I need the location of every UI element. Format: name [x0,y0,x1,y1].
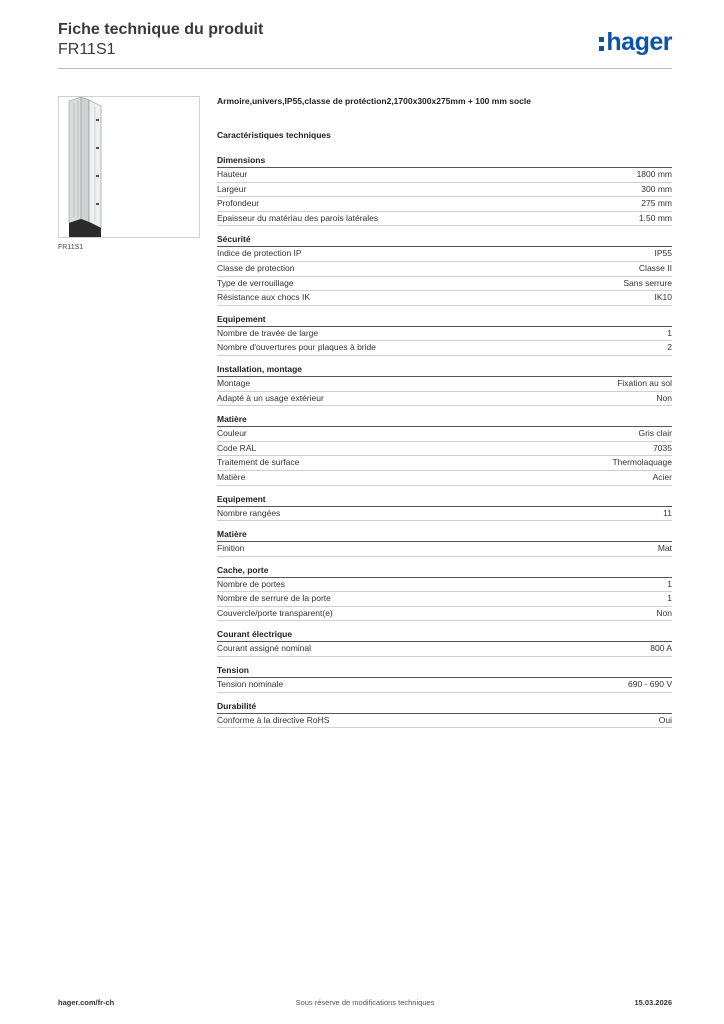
spec-section [217,529,672,557]
spec-label: Nombre de travée de large [217,327,319,338]
section-heading: Equipement [217,314,672,327]
spec-section [217,565,672,622]
spec-row [217,542,672,557]
spec-label: Nombre rangées [217,507,281,518]
spec-label: Nombre de serrure de la porte [217,593,331,604]
spec-value: 275 mm [641,198,672,209]
spec-label: Nombre d'ouvertures pour plaques à bride [217,342,376,353]
spec-value: Non [656,392,672,403]
spec-row [217,607,672,622]
spec-value: Thermolaquage [612,457,672,468]
spec-row [217,168,672,183]
section-heading: Sécurité [217,234,672,247]
footer-disclaimer: Sous réserve de modifications techniques [295,998,435,1007]
spec-label: Type de verrouillage [217,277,294,288]
section-heading: Equipement [217,494,672,507]
hager-logo [599,28,672,56]
header-divider [58,68,672,69]
spec-label: Matière [217,471,246,482]
spec-label: Finition [217,543,245,554]
page-title: Fiche technique du produit [58,21,264,38]
spec-row [217,212,672,227]
spec-value: Oui [658,714,672,725]
spec-row [217,678,672,693]
spec-value: 800 A [650,643,672,654]
spec-sections [217,155,672,728]
spec-section [217,155,672,226]
spec-section [217,665,672,693]
spec-row [217,247,672,262]
spec-value: 1.50 mm [638,212,672,223]
spec-row [217,183,672,198]
spec-section [217,701,672,729]
spec-label: Nombre de portes [217,578,286,589]
spec-value: IP55 [654,248,672,259]
tech-title: Caractéristiques techniques [217,130,331,140]
spec-value: 1 [667,593,672,604]
spec-row [217,327,672,342]
spec-section [217,629,672,657]
section-heading: Installation, montage [217,364,672,377]
spec-value: Classe II [638,262,672,273]
spec-label: Hauteur [217,169,248,179]
spec-label: Couleur [217,428,247,439]
product-description: Armoire,univers,IP55,classe de protéction2,1700x300x275mm + 100 mm socle [217,96,531,106]
spec-label: Conforme à la directive RoHS [217,714,330,725]
spec-value: Gris clair [638,428,672,439]
spec-row [217,442,672,457]
spec-label: Traitement de surface [217,457,300,468]
spec-section [217,234,672,305]
section-heading: Matière [217,529,672,542]
spec-row [217,507,672,522]
spec-value: IK10 [654,292,672,303]
spec-value: 1800 mm [636,169,672,179]
spec-row [217,456,672,471]
product-code: FR11S1 [58,41,116,58]
image-caption: FR11S1 [58,244,84,251]
spec-value: 7035 [653,442,672,453]
logo-text: hager [606,28,672,56]
spec-label: Code RAL [217,442,257,453]
spec-row [217,262,672,277]
spec-row [217,392,672,407]
spec-label: Courant assigné nominal [217,643,312,654]
spec-label: Profondeur [217,198,260,209]
spec-value: 2 [667,342,672,353]
spec-label: Largeur [217,183,247,194]
section-heading: Cache, porte [217,565,672,578]
spec-value: 690 - 690 V [628,679,672,690]
spec-value: 11 [663,507,672,518]
spec-section [217,314,672,356]
spec-row [217,291,672,306]
spec-value: 300 mm [641,183,672,194]
page-header [58,20,263,60]
spec-row [217,197,672,212]
spec-label: Indice de protection IP [217,248,302,259]
spec-row [217,471,672,486]
spec-section [217,414,672,485]
spec-section [217,494,672,522]
spec-row [217,427,672,442]
spec-value: 1 [667,578,672,589]
cabinet-illustration [59,97,199,237]
product-image [58,96,200,238]
section-heading: Dimensions [217,155,672,168]
spec-row [217,341,672,356]
spec-value: Fixation au sol [617,377,672,388]
footer-date: 15.03.2026 [634,998,672,1007]
spec-row [217,592,672,607]
spec-value: Acier [652,471,672,482]
footer-website-link[interactable]: hager.com/fr-ch [58,998,115,1007]
spec-row [217,377,672,392]
spec-row [217,578,672,593]
spec-label: Couvercle/porte transparent(e) [217,607,333,618]
spec-section [217,364,672,406]
spec-value: 1 [667,327,672,338]
section-heading: Tension [217,665,672,678]
spec-label: Epaisseur du matériau des parois latérales [217,212,379,223]
section-heading: Matière [217,414,672,427]
spec-value: Non [656,607,672,618]
spec-label: Montage [217,377,251,388]
spec-label: Classe de protection [217,262,295,273]
spec-value: Mat [657,543,672,554]
spec-row [217,642,672,657]
spec-row [217,277,672,292]
spec-row [217,714,672,729]
spec-label: Adapté à un usage extérieur [217,392,324,403]
product-details [217,96,672,736]
section-heading: Courant électrique [217,629,672,642]
logo-colon-icon [599,32,605,52]
spec-value: Sans serrure [623,277,672,288]
spec-label: Tension nominale [217,679,284,690]
section-heading: Durabilité [217,701,672,714]
spec-label: Résistance aux chocs IK [217,292,311,303]
